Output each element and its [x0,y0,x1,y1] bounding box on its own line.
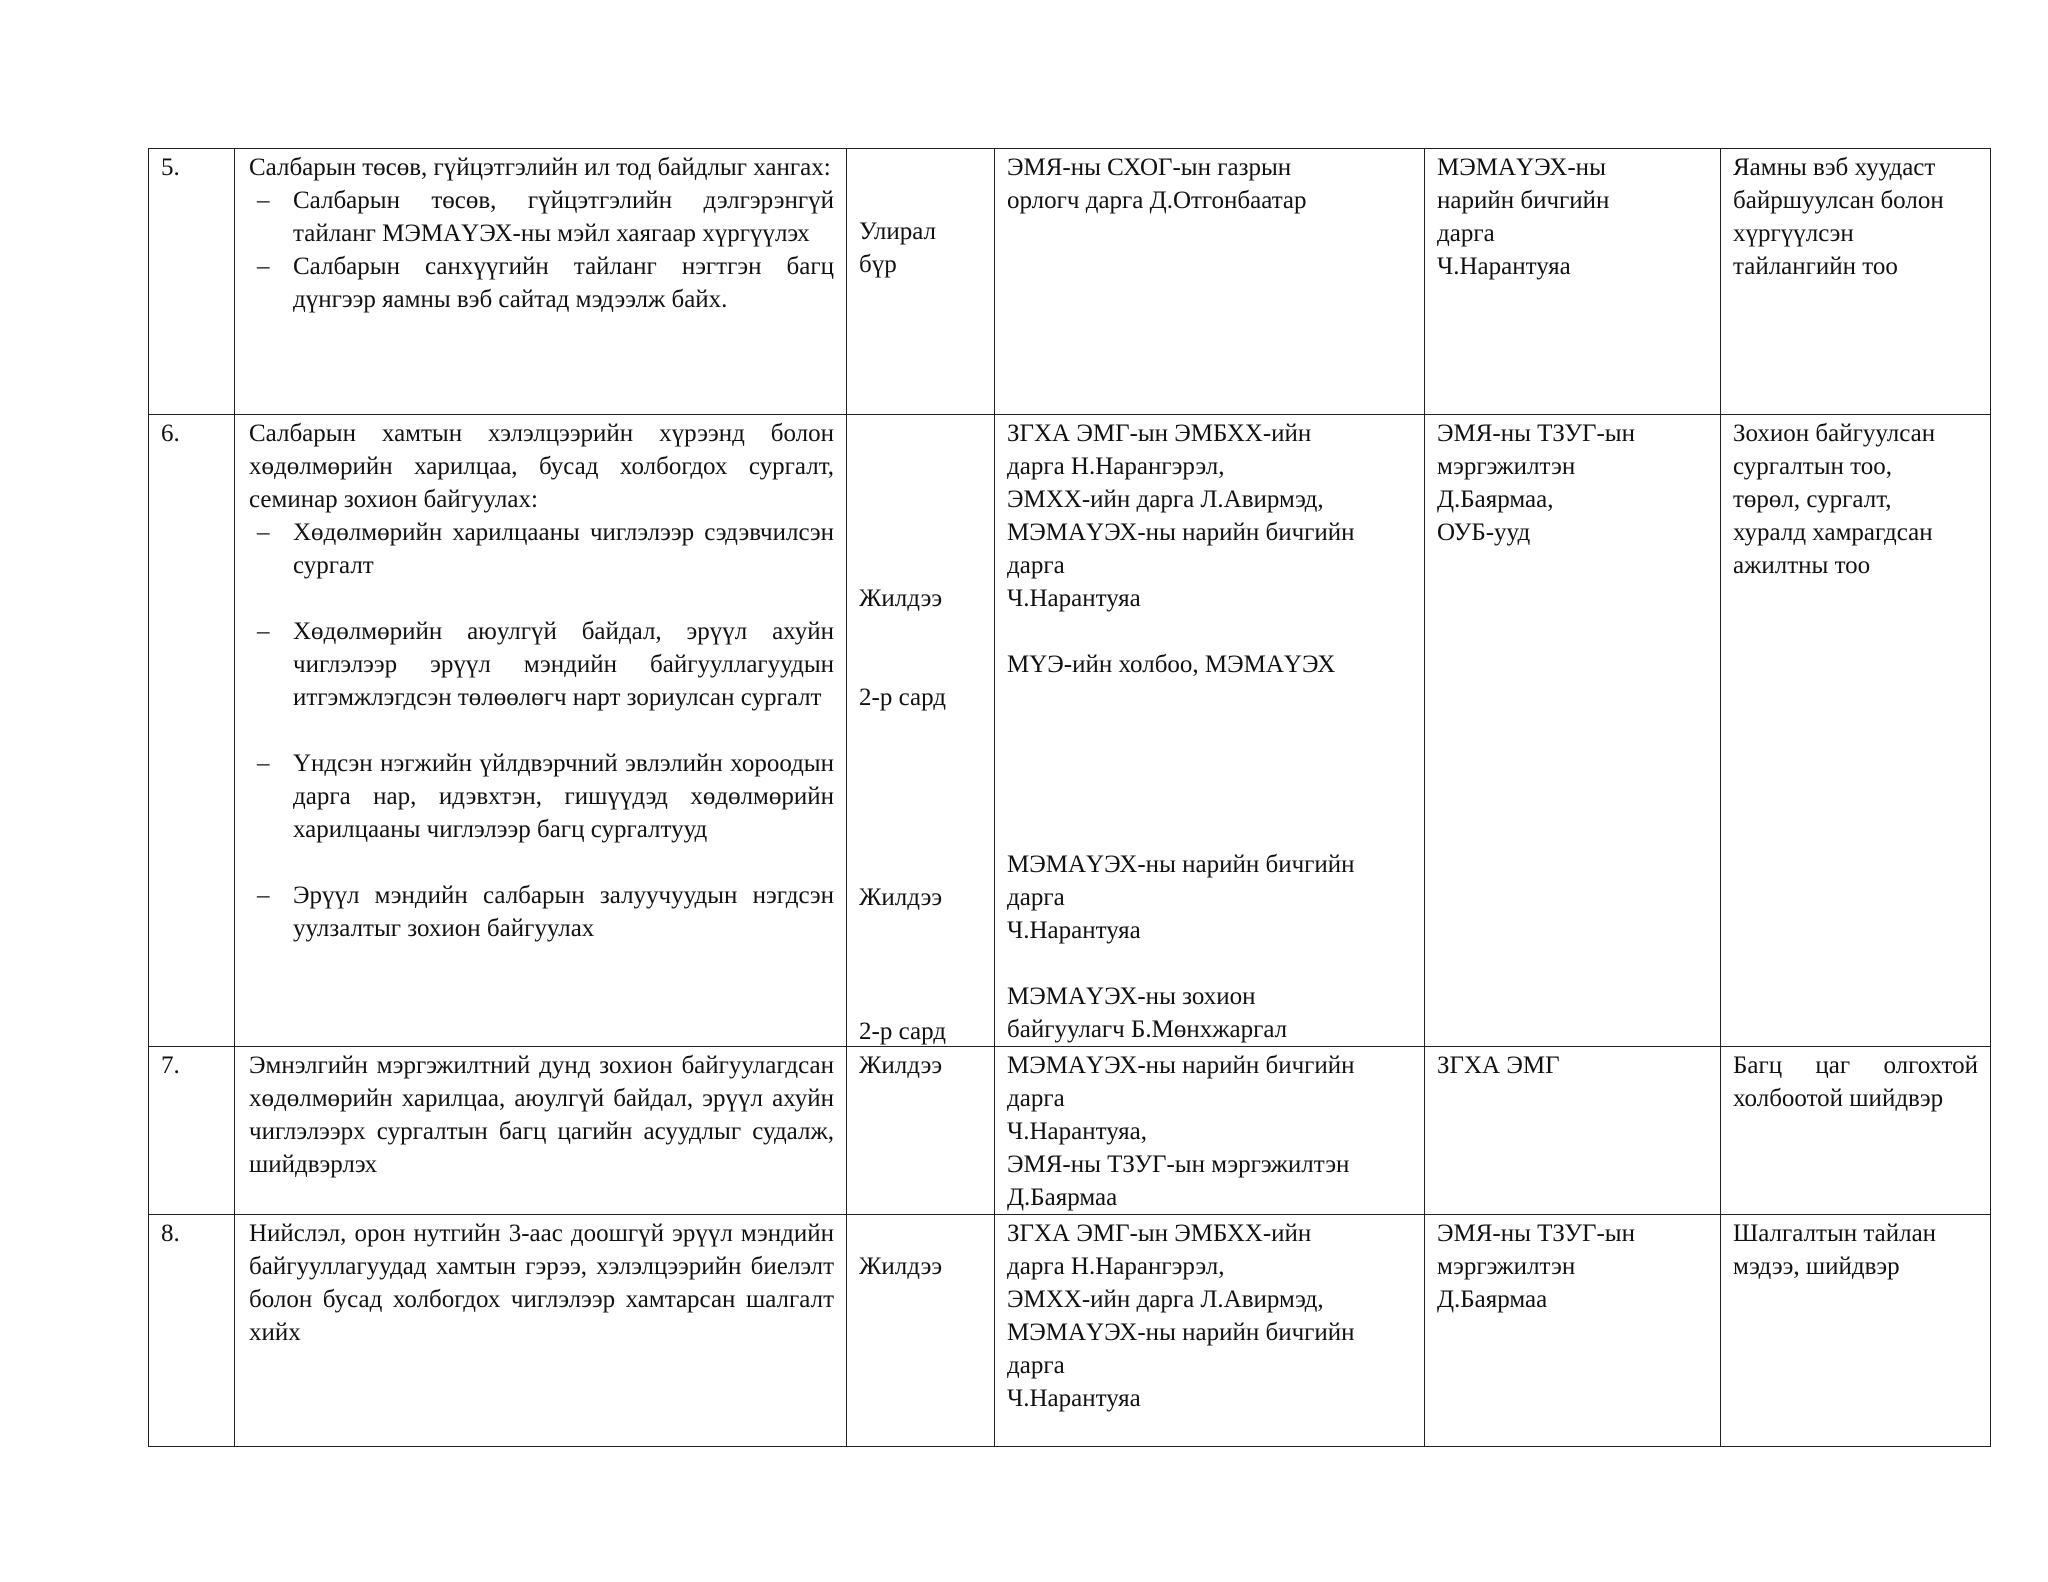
responsible-cell: МЭМАҮЭХ-ны нарийн бичгийн дарга Ч.Нарантуяа, ЭМЯ-ны ТЗУГ-ын мэргэжилтэн Д.Баярмаа [995,1047,1425,1215]
time-cell: Улирал бүр [847,149,995,415]
table-row [149,1047,1991,1215]
responsible-cell: ЗГХА ЭМГ-ын ЭМБХХ-ийн дарга Н.Нарангэрэл, ЭМХХ-ийн дарга Л.Авирмэд, МЭМАҮЭХ-ны нарийн бичгийн дарга Ч.Нарантуяа МҮЭ-ийн холбоо, МЭМАҮЭХ МЭМАҮЭХ-ны нарийн бичгийн дарга Ч.Нарантуяа МЭМАҮЭХ-ны зохион байгуулагч Б.Мөнхжаргал [995,415,1425,1047]
time-cell: Жилдээ 2-р сард Жилдээ 2-р сард [847,415,995,1047]
activity-intro: Салбарын төсөв, гүйцэтгэлийн ил тод байдлыг хангах: [249,154,831,181]
row-number-cell: 6. [149,415,235,1047]
row-number-cell: 5. [149,149,235,415]
partner-cell: ЭМЯ-ны ТЗУГ-ын мэргэжилтэн Д.Баярмаа [1425,1215,1721,1447]
list-item: – Үндсэн нэгжийн үйлдвэрчний эвлэлийн хороодын дарга нар, идэвхтэн, гишүүдэд хөдөлмөрийн харилцааны чиглэлээр багц сургалтууд [257,750,834,843]
time-cell: Жилдээ [847,1215,995,1447]
responsible-cell: ЗГХА ЭМГ-ын ЭМБХХ-ийн дарга Н.Нарангэрэл, ЭМХХ-ийн дарга Л.Авирмэд, МЭМАҮЭХ-ны нарийн бичгийн дарга Ч.Нарантуяа [995,1215,1425,1447]
row-number-cell: 7. [149,1047,235,1215]
time-cell: Жилдээ [847,1047,995,1215]
activity-cell [235,149,847,415]
indicator-cell: Зохион байгуулсан сургалтын тоо, төрөл, сургалт, хуралд хамрагдсан ажилтны тоо [1721,415,1991,1047]
partner-cell: ЭМЯ-ны ТЗУГ-ын мэргэжилтэн Д.Баярмаа, ОУБ-ууд [1425,415,1721,1047]
row-number-cell: 8. [149,1215,235,1447]
activity-intro: Салбарын хамтын хэлэлцээрийн хүрээнд болон хөдөлмөрийн харилцаа, бусад холбогдох сургалт, семинар зохион байгуулах: [249,420,834,513]
partner-cell: ЗГХА ЭМГ [1425,1047,1721,1215]
activity-cell [235,415,847,1047]
table-row [149,1215,1991,1447]
indicator-cell: Багц цаг олгохтой холбоотой шийдвэр [1721,1047,1991,1215]
table-row [149,415,1991,1047]
partner-cell: МЭМАҮЭХ-ны нарийн бичгийн дарга Ч.Нарантуяа [1425,149,1721,415]
list-item: – Салбарын төсөв, гүйцэтгэлийн дэлгэрэнгүй тайланг МЭМАҮЭХ-ны мэйл хаягаар хүргүүлэх [257,187,834,247]
indicator-cell: Яамны вэб хуудаст байршуулсан болон хүргүүлсэн тайлангийн тоо [1721,149,1991,415]
plan-table [148,148,1991,1447]
list-item: – Хөдөлмөрийн харилцааны чиглэлээр сэдэвчилсэн сургалт [257,519,834,579]
list-item: – Хөдөлмөрийн аюулгүй байдал, эрүүл ахуйн чиглэлээр эрүүл мэндийн байгууллагуудын итгэмжлэгдсэн төлөөлөгч нарт зориулсан сургалт [257,618,834,711]
indicator-cell: Шалгалтын тайлан мэдээ, шийдвэр [1721,1215,1991,1447]
list-item: – Эрүүл мэндийн салбарын залуучуудын нэгдсэн уулзалтыг зохион байгуулах [257,882,834,942]
list-item: – Салбарын санхүүгийн тайланг нэгтгэн багц дүнгээр яамны вэб сайтад мэдээлж байх. [257,253,834,313]
activity-cell: Нийслэл, орон нутгийн 3-аас доошгүй эрүүл мэндийн байгууллагуудад хамтын гэрээ, хэлэлцээрийн биелэлт болон бусад холбогдох чиглэлээр хамтарсан шалгалт хийх [235,1215,847,1447]
activity-cell: Эмнэлгийн мэргэжилтний дунд зохион байгуулагдсан хөдөлмөрийн харилцаа, аюулгүй байдал, эрүүл ахуйн чиглэлээрх сургалтын багц цагийн асуудлыг судалж, шийдвэрлэх [235,1047,847,1215]
table-row [149,149,1991,415]
responsible-cell: ЭМЯ-ны СХОГ-ын газрын орлогч дарга Д.Отгонбаатар [995,149,1425,415]
